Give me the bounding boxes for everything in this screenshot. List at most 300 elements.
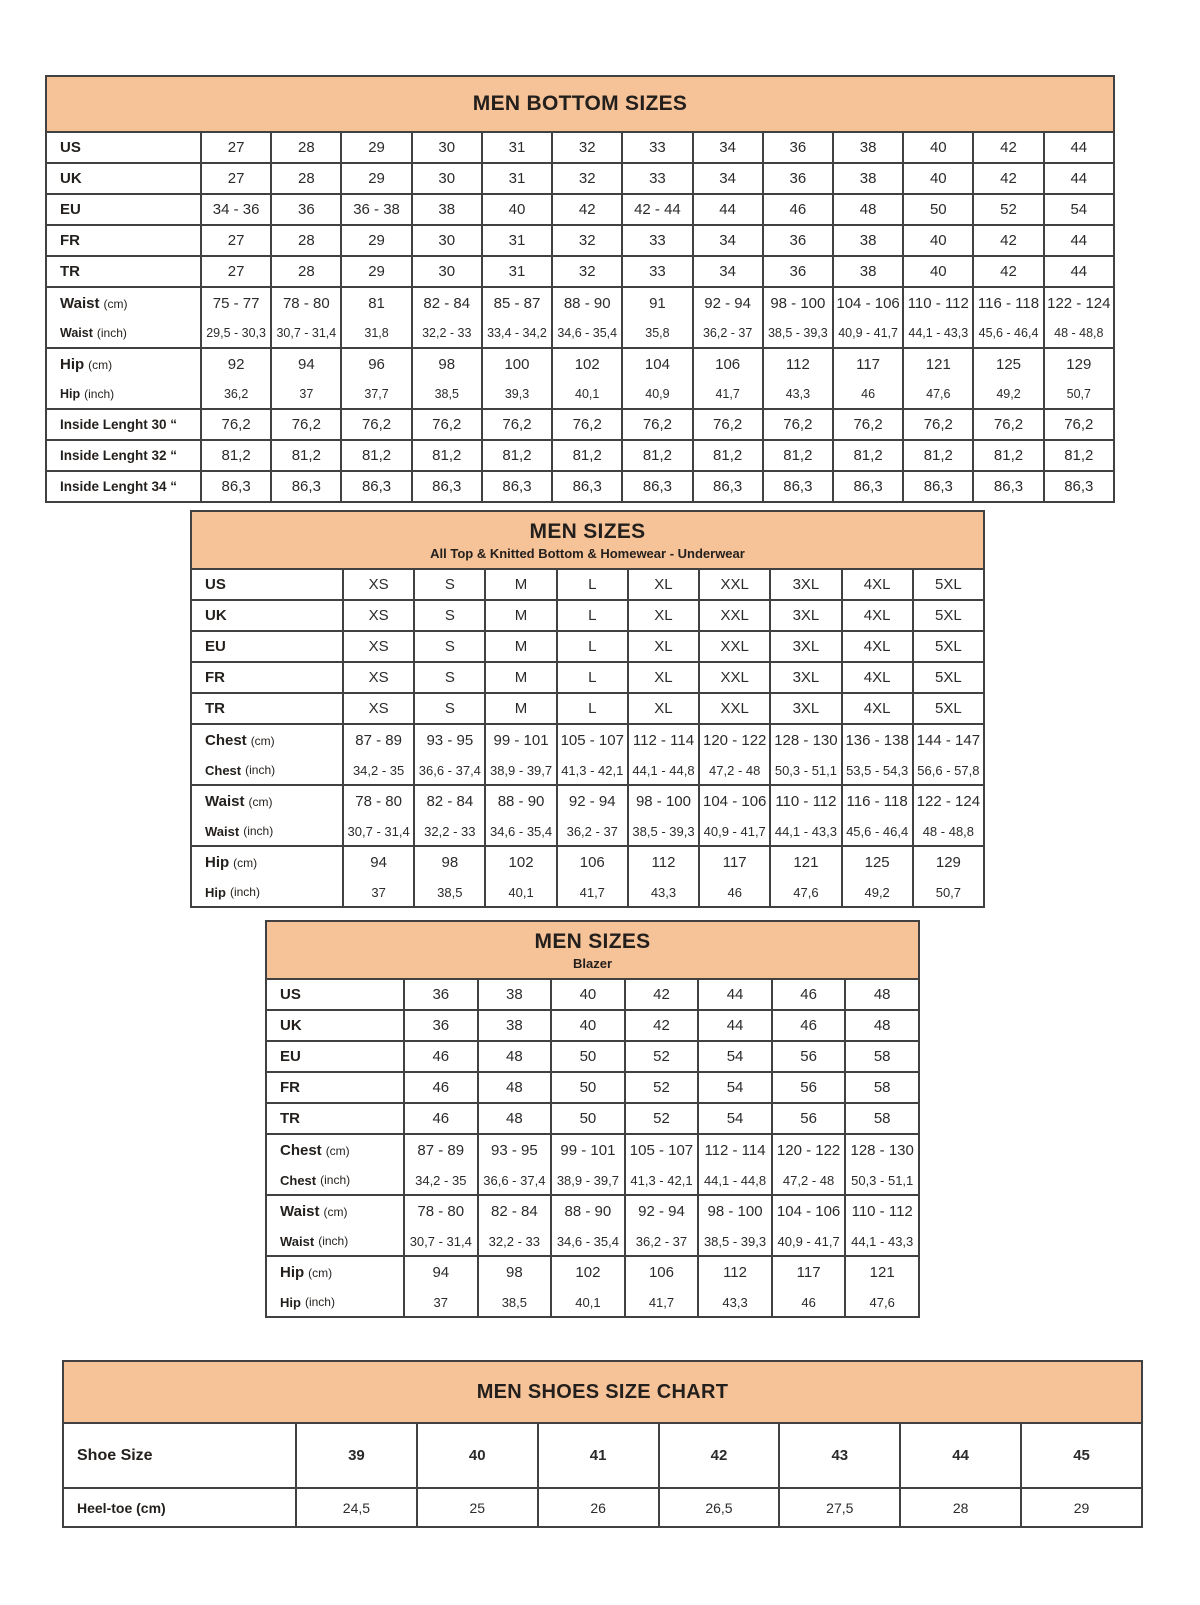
size-value: 47,2 - 48 <box>782 1172 835 1188</box>
size-value: 34 <box>719 232 736 249</box>
row-label-text: Chest <box>205 762 242 778</box>
size-value: S <box>444 700 455 717</box>
size-cell <box>201 256 271 287</box>
size-value: 31,8 <box>364 326 389 340</box>
size-value: 98 - 100 <box>635 793 691 810</box>
row-label-text: Hip <box>205 884 226 900</box>
size-cell <box>833 348 903 409</box>
size-value: 4XL <box>863 669 891 686</box>
row-label-text: TR <box>205 700 225 717</box>
size-value: 32,2 - 33 <box>424 823 476 839</box>
size-value: 121 <box>793 854 819 871</box>
size-cell <box>404 1072 478 1103</box>
size-cell <box>628 662 699 693</box>
size-cell <box>1021 1488 1142 1527</box>
size-cell <box>693 471 763 502</box>
size-value: 76,2 <box>221 416 251 433</box>
size-value: 105 - 107 <box>560 732 624 749</box>
size-value: 112 <box>651 854 676 871</box>
row-label <box>192 570 342 599</box>
row-label <box>267 1196 403 1227</box>
size-value: 48 <box>873 986 891 1003</box>
size-cell <box>557 569 628 600</box>
size-value: 48 <box>873 1017 891 1034</box>
size-value: 82 - 84 <box>490 1203 538 1220</box>
size-value: 88 - 90 <box>563 295 611 312</box>
row-label-unit: (cm) <box>233 855 258 870</box>
size-cell <box>973 287 1043 348</box>
table-title: MEN SIZES <box>534 929 651 953</box>
size-value: 94 <box>432 1264 450 1281</box>
row-label <box>64 1489 295 1526</box>
size-value: 36,6 - 37,4 <box>483 1172 546 1188</box>
size-cell <box>913 662 984 693</box>
size-cell <box>625 1041 699 1072</box>
size-value: 104 - 106 <box>776 1203 841 1220</box>
size-value: 48 - 48,8 <box>922 823 975 839</box>
row-label-text: TR <box>60 263 80 280</box>
size-value: 46 <box>432 1079 450 1096</box>
size-value: 26 <box>590 1499 606 1516</box>
size-cell <box>903 348 973 409</box>
size-cell <box>482 225 552 256</box>
size-value: 38,5 <box>437 884 463 900</box>
size-value: 30 <box>438 232 456 249</box>
size-value: 81,2 <box>993 447 1024 464</box>
size-cell <box>833 194 903 225</box>
size-value: XS <box>368 576 389 593</box>
size-value: 81,2 <box>291 447 321 464</box>
size-cell <box>557 631 628 662</box>
size-cell <box>412 194 482 225</box>
men-bottom-sizes-table <box>45 75 1115 503</box>
size-value: 36,6 - 37,4 <box>418 762 481 778</box>
size-value: 99 - 101 <box>493 732 549 749</box>
size-cell <box>485 693 556 724</box>
size-cell <box>482 348 552 409</box>
size-value: 48 <box>506 1079 523 1096</box>
size-value: 76,2 <box>572 416 602 433</box>
size-cell <box>772 1256 846 1317</box>
row-label <box>267 1257 403 1288</box>
size-value: 45,6 - 46,4 <box>978 326 1039 340</box>
size-cell <box>478 1134 552 1195</box>
row-label <box>267 1042 403 1071</box>
size-value: 76,2 <box>502 416 532 433</box>
size-cell <box>833 471 903 502</box>
row-label-cell <box>191 569 343 600</box>
size-cell <box>763 440 833 471</box>
row-label-unit: (cm) <box>250 733 275 748</box>
size-cell <box>973 409 1043 440</box>
size-cell <box>414 631 485 662</box>
row-label-cell <box>46 256 201 287</box>
size-value: 104 - 106 <box>836 295 900 312</box>
size-cell <box>659 1488 780 1527</box>
row-label-text: Waist <box>60 326 93 340</box>
size-value: L <box>588 669 597 686</box>
size-value: 46 <box>801 1294 816 1310</box>
size-value: 106 <box>579 854 605 871</box>
size-cell <box>343 569 414 600</box>
men-sizes-blazer <box>265 920 920 1318</box>
row-label-text: Inside Lenght 32 “ <box>60 448 178 463</box>
size-cell <box>414 785 485 846</box>
size-value: 116 - 118 <box>846 793 908 810</box>
size-value: 91 <box>649 295 666 312</box>
table-title: MEN BOTTOM SIZES <box>472 92 688 115</box>
size-value: 110 - 112 <box>851 1203 913 1220</box>
size-value: S <box>444 638 455 655</box>
size-value: 40,9 - 41,7 <box>838 326 898 340</box>
size-cell <box>201 409 271 440</box>
size-value: 98 <box>506 1264 523 1281</box>
size-cell <box>412 163 482 194</box>
size-cell <box>412 440 482 471</box>
size-cell <box>1044 132 1114 163</box>
header-inner <box>47 77 1113 131</box>
size-value: 34,6 - 35,4 <box>489 823 553 839</box>
size-value: 5XL <box>935 669 962 686</box>
size-value: 32,2 - 33 <box>488 1233 540 1249</box>
row-label <box>47 349 200 380</box>
row-label-cell <box>266 1041 404 1072</box>
size-cell <box>482 163 552 194</box>
size-value: 86,3 <box>713 478 743 495</box>
size-cell <box>973 348 1043 409</box>
size-cell <box>628 846 699 907</box>
size-cell <box>1044 471 1114 502</box>
size-cell <box>699 569 770 600</box>
size-value: 54 <box>726 1079 744 1096</box>
size-cell <box>903 287 973 348</box>
size-cell <box>478 979 552 1010</box>
size-cell <box>1044 163 1114 194</box>
size-cell <box>478 1041 552 1072</box>
size-value: 38 <box>506 1017 523 1034</box>
size-cell <box>973 440 1043 471</box>
row-label <box>47 380 200 408</box>
size-cell <box>622 287 692 348</box>
size-value: 76,2 <box>853 416 883 433</box>
size-value: 25 <box>469 1499 486 1516</box>
size-value: 81,2 <box>713 447 743 464</box>
size-cell <box>693 287 763 348</box>
header-row <box>63 1361 1142 1423</box>
row-label-text: Hip <box>205 854 230 871</box>
size-value: 37 <box>433 1294 449 1310</box>
size-value: 81,2 <box>432 447 462 464</box>
size-cell <box>900 1488 1021 1527</box>
size-value: 54 <box>726 1110 744 1127</box>
row-label-text: Shoe Size <box>77 1446 153 1464</box>
size-cell <box>842 662 913 693</box>
size-cell <box>628 724 699 785</box>
size-value: 31 <box>508 139 526 156</box>
size-value: 33 <box>649 170 666 187</box>
size-value: 86,3 <box>432 478 462 495</box>
size-cell <box>763 256 833 287</box>
size-value: 40,1 <box>575 387 600 401</box>
size-cell <box>698 1195 772 1256</box>
size-cell <box>699 846 770 907</box>
size-value: 38,5 - 39,3 <box>767 326 828 340</box>
row-label-text: Inside Lenght 30 “ <box>60 417 178 432</box>
size-value: XXL <box>720 700 749 717</box>
size-value: 40,9 <box>645 387 670 401</box>
size-value: L <box>588 576 597 593</box>
size-value: 82 - 84 <box>423 295 471 312</box>
size-cell <box>698 1072 772 1103</box>
size-value: 48 <box>859 201 877 218</box>
size-value: 43,3 <box>785 387 811 401</box>
row-label-text: EU <box>280 1048 301 1065</box>
size-cell <box>417 1423 538 1488</box>
size-cell <box>833 409 903 440</box>
size-value: 5XL <box>935 700 962 717</box>
row-label <box>47 410 200 439</box>
table-row <box>266 1041 919 1072</box>
size-cell <box>557 724 628 785</box>
size-cell <box>833 440 903 471</box>
size-value: 45,6 - 46,4 <box>846 823 909 839</box>
men-top-sizes-table <box>190 510 985 908</box>
size-cell <box>201 225 271 256</box>
size-cell <box>552 225 622 256</box>
size-value: 28 <box>297 232 315 249</box>
row-label <box>192 601 342 630</box>
table-row <box>191 724 984 785</box>
size-cell <box>842 569 913 600</box>
row-label <box>267 980 403 1009</box>
size-cell <box>842 724 913 785</box>
row-label-unit: (inch) <box>84 387 115 401</box>
row-label-cell <box>266 1195 404 1256</box>
row-label-cell <box>63 1423 296 1488</box>
size-value: 29,5 - 30,3 <box>206 326 266 340</box>
size-value: 112 <box>723 1264 747 1281</box>
size-value: 26,5 <box>705 1499 733 1516</box>
row-label <box>47 226 200 255</box>
table-head <box>63 1361 1142 1423</box>
row-label-unit: (cm) <box>103 296 128 311</box>
size-value: 44 <box>1070 263 1088 280</box>
size-value: 42 - 44 <box>634 201 681 218</box>
table-row <box>191 693 984 724</box>
size-cell <box>913 785 984 846</box>
size-value: 36 <box>789 232 807 249</box>
size-value: 38,5 - 39,3 <box>632 823 695 839</box>
size-value: 50 <box>579 1079 597 1096</box>
size-cell <box>903 471 973 502</box>
size-value: 42 <box>710 1447 728 1464</box>
size-value: 3XL <box>792 638 820 655</box>
size-cell <box>842 600 913 631</box>
row-label-text: UK <box>60 170 82 187</box>
size-value: 117 <box>722 854 747 871</box>
row-label <box>47 195 200 224</box>
size-cell <box>557 785 628 846</box>
size-cell <box>699 724 770 785</box>
size-value: XS <box>368 607 389 624</box>
size-value: 35,8 <box>645 326 670 340</box>
table-row <box>191 785 984 846</box>
size-value: 56,6 - 57,8 <box>917 762 980 778</box>
size-value: 120 - 122 <box>703 732 767 749</box>
size-cell <box>557 846 628 907</box>
size-cell <box>482 409 552 440</box>
size-value: 136 - 138 <box>845 732 909 749</box>
size-cell <box>485 846 556 907</box>
row-label-cell <box>266 979 404 1010</box>
size-cell <box>693 132 763 163</box>
size-cell <box>271 471 341 502</box>
size-value: 45 <box>1073 1447 1090 1464</box>
row-label-cell <box>46 163 201 194</box>
row-label-cell <box>266 1256 404 1317</box>
size-value: 58 <box>873 1110 891 1127</box>
row-label-cell <box>46 409 201 440</box>
size-value: 50,3 - 51,1 <box>851 1172 914 1188</box>
size-value: 42 <box>1000 263 1017 280</box>
row-label-cell <box>191 693 343 724</box>
row-label-unit: (cm) <box>325 1143 350 1158</box>
size-cell <box>412 132 482 163</box>
size-cell <box>341 225 411 256</box>
size-cell <box>201 194 271 225</box>
size-value: 44 <box>719 201 736 218</box>
size-value: 4XL <box>863 607 891 624</box>
size-cell <box>833 287 903 348</box>
size-value: 28 <box>297 263 315 280</box>
size-cell <box>412 256 482 287</box>
size-value: 81,2 <box>221 447 251 464</box>
size-cell <box>699 631 770 662</box>
size-cell <box>341 132 411 163</box>
size-cell <box>779 1488 900 1527</box>
size-cell <box>622 471 692 502</box>
size-cell <box>557 600 628 631</box>
size-value: 43 <box>831 1447 849 1464</box>
row-label-unit: (inch) <box>243 824 274 838</box>
size-value: 4XL <box>863 638 891 655</box>
size-cell <box>772 1072 846 1103</box>
size-value: XXL <box>720 576 749 593</box>
row-label-cell <box>191 662 343 693</box>
row-label-text: Heel-toe (cm) <box>77 1499 166 1516</box>
size-value: 34,6 - 35,4 <box>557 326 618 340</box>
row-label-text: UK <box>205 607 227 624</box>
size-value: 36 <box>789 263 807 280</box>
size-cell <box>903 440 973 471</box>
size-cell <box>414 662 485 693</box>
size-cell <box>485 600 556 631</box>
size-value: 38,9 - 39,7 <box>489 762 553 778</box>
row-label <box>47 257 200 286</box>
size-value: 34,6 - 35,4 <box>556 1233 619 1249</box>
table-row <box>46 471 1114 502</box>
size-value: 117 <box>856 356 881 373</box>
row-label-text: EU <box>60 201 81 218</box>
row-label <box>47 319 200 347</box>
size-cell <box>779 1423 900 1488</box>
row-label-text: US <box>60 139 81 156</box>
row-label <box>47 288 200 319</box>
size-value: 81 <box>368 295 385 312</box>
size-cell <box>201 348 271 409</box>
size-value: 33 <box>649 232 666 249</box>
row-label <box>192 663 342 692</box>
size-value: 31 <box>508 170 526 187</box>
size-value: 102 <box>508 854 534 871</box>
size-cell <box>341 163 411 194</box>
size-value: 38,5 <box>434 387 459 401</box>
size-cell <box>698 1256 772 1317</box>
size-cell <box>693 163 763 194</box>
size-value: 37 <box>299 387 314 401</box>
size-value: 105 - 107 <box>629 1142 694 1159</box>
size-value: 32 <box>578 263 596 280</box>
size-value: 40 <box>929 232 947 249</box>
size-value: 86,3 <box>853 478 883 495</box>
size-cell <box>903 163 973 194</box>
size-cell <box>414 724 485 785</box>
size-value: 102 <box>575 1264 601 1281</box>
size-value: 49,2 <box>864 884 890 900</box>
row-label <box>192 725 342 756</box>
size-value: 32 <box>578 170 596 187</box>
header-row <box>191 511 984 569</box>
size-value: 28 <box>297 139 315 156</box>
size-value: 58 <box>873 1079 891 1096</box>
size-cell <box>913 724 984 785</box>
size-cell <box>699 600 770 631</box>
size-cell <box>770 569 841 600</box>
size-cell <box>625 1103 699 1134</box>
size-value: 33 <box>649 263 666 280</box>
size-cell <box>482 132 552 163</box>
size-value: 29 <box>368 232 385 249</box>
table-row <box>46 409 1114 440</box>
size-cell <box>201 440 271 471</box>
table-body <box>266 979 919 1317</box>
size-cell <box>201 287 271 348</box>
row-label-text: Hip <box>280 1294 301 1310</box>
row-label <box>267 1104 403 1133</box>
size-value: 36 <box>432 1017 450 1034</box>
size-value: 31 <box>508 232 526 249</box>
table-body <box>63 1423 1142 1527</box>
size-value: 122 - 124 <box>1047 295 1111 312</box>
size-cell <box>628 600 699 631</box>
size-value: 47,6 <box>793 884 819 900</box>
size-value: 128 - 130 <box>774 732 838 749</box>
size-value: M <box>514 669 528 686</box>
size-cell <box>698 979 772 1010</box>
size-value: XXL <box>720 607 749 624</box>
table-row <box>191 846 984 907</box>
row-label-text: Chest <box>280 1142 322 1159</box>
size-cell <box>404 1103 478 1134</box>
row-label <box>64 1424 295 1487</box>
size-value: S <box>444 576 455 593</box>
row-label-cell <box>191 631 343 662</box>
size-cell <box>404 1010 478 1041</box>
size-cell <box>343 724 414 785</box>
row-label <box>267 1011 403 1040</box>
size-cell <box>341 256 411 287</box>
size-value: 86,3 <box>221 478 251 495</box>
